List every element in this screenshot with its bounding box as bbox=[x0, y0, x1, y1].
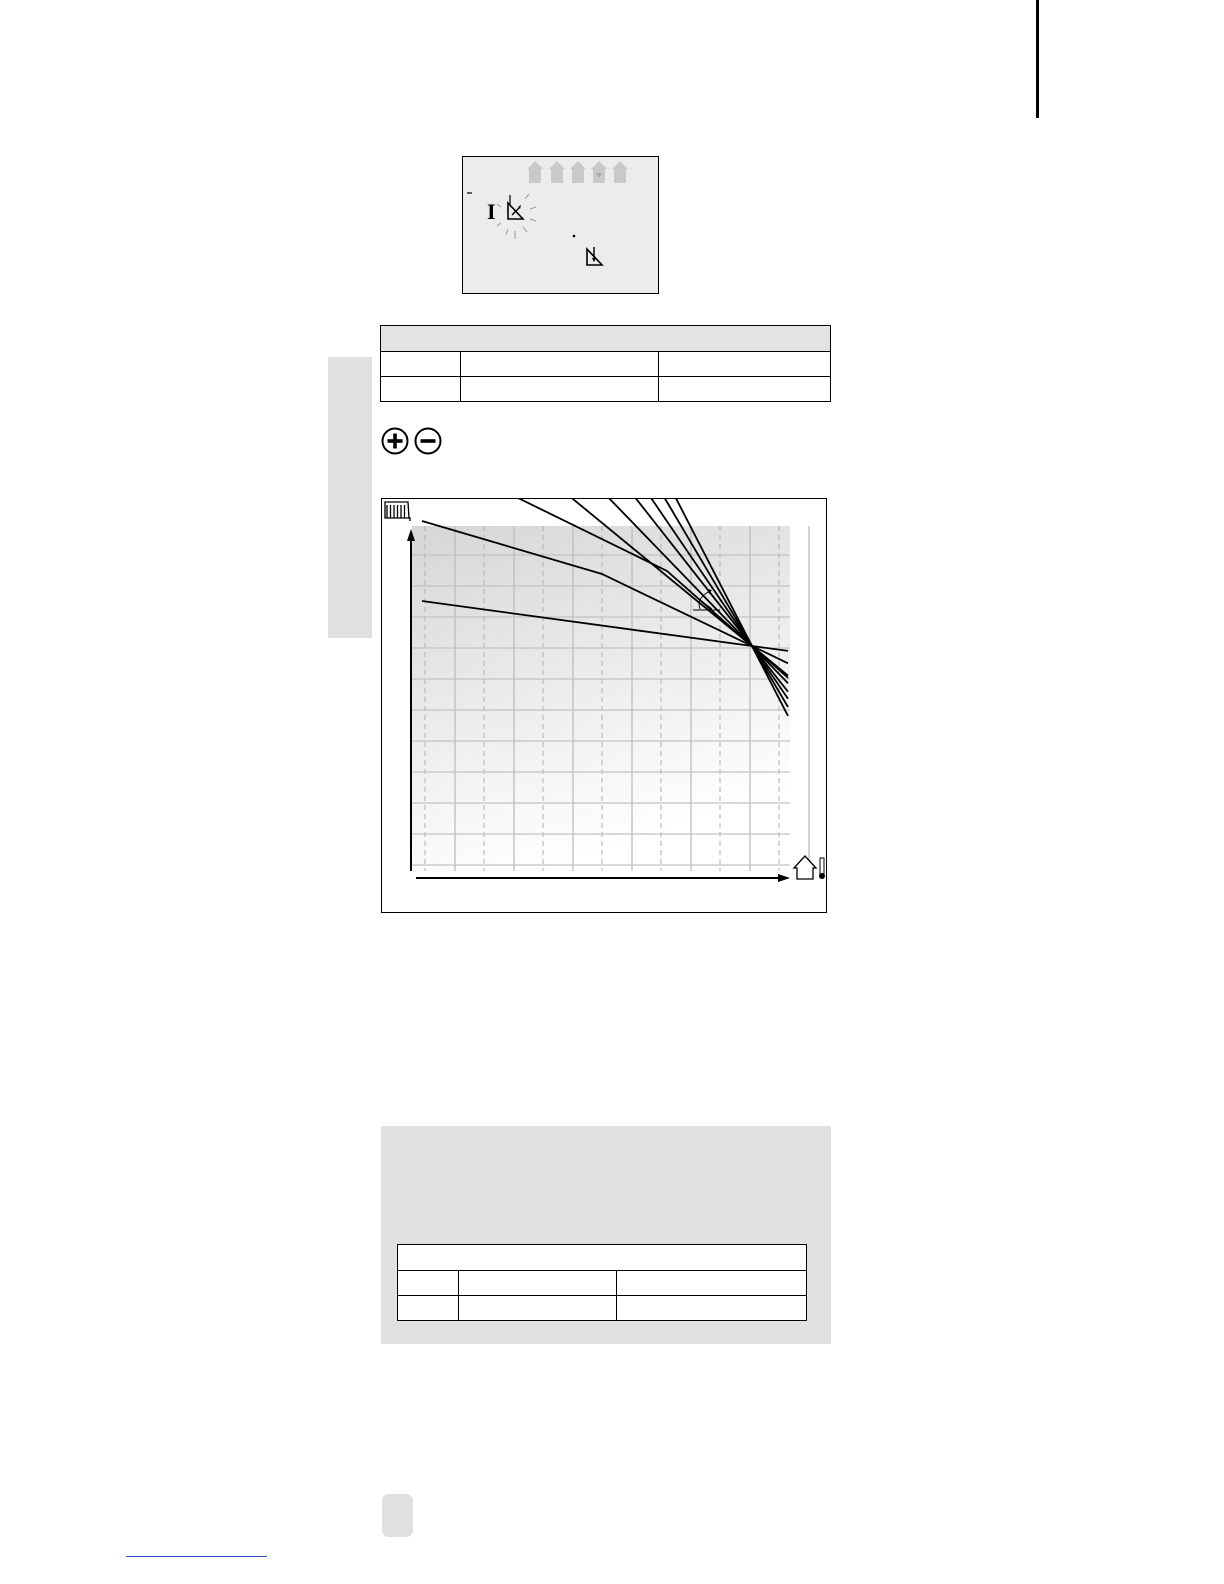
table-cell bbox=[398, 1271, 459, 1296]
table-cell bbox=[659, 352, 831, 377]
page-number-tab bbox=[382, 1494, 413, 1537]
x-axis bbox=[416, 874, 790, 882]
house-icon bbox=[570, 161, 586, 183]
table-row bbox=[381, 352, 831, 377]
table-cell bbox=[617, 1271, 807, 1296]
house-heart-icon bbox=[591, 161, 607, 183]
lcd-graphic bbox=[463, 157, 658, 293]
table-cell bbox=[617, 1296, 807, 1321]
slope-icon bbox=[587, 247, 602, 265]
table-cell bbox=[459, 1296, 617, 1321]
plus-minus-buttons bbox=[381, 427, 445, 462]
table-cell bbox=[381, 377, 461, 402]
table-row bbox=[398, 1296, 807, 1321]
house-icon bbox=[612, 161, 628, 183]
minus-circle-icon[interactable] bbox=[416, 429, 441, 454]
footer-link-underline[interactable] bbox=[126, 1556, 267, 1557]
chart-plot-background bbox=[412, 526, 790, 871]
table-cell bbox=[461, 377, 659, 402]
lcd-house-icons bbox=[527, 161, 628, 183]
table-header bbox=[381, 326, 831, 352]
chart-svg bbox=[382, 499, 826, 912]
plus-circle-icon[interactable] bbox=[383, 429, 408, 454]
house-icon bbox=[549, 161, 565, 183]
house-icon bbox=[527, 161, 543, 183]
lcd-display bbox=[462, 156, 659, 294]
settings-table bbox=[380, 325, 831, 402]
note-table bbox=[397, 1244, 807, 1321]
circuit-symbol: I bbox=[487, 199, 496, 224]
table-header bbox=[398, 1245, 807, 1271]
table-cell bbox=[459, 1271, 617, 1296]
lcd-dot bbox=[573, 235, 576, 238]
slope-icon bbox=[508, 195, 523, 219]
heating-curve-chart bbox=[381, 498, 827, 913]
top-rule bbox=[1036, 0, 1039, 118]
plus-minus-graphic bbox=[381, 427, 445, 457]
table-row bbox=[381, 377, 831, 402]
table-row bbox=[398, 1271, 807, 1296]
blink-rays bbox=[497, 194, 536, 239]
section-side-tab bbox=[328, 357, 372, 638]
radiator-icon bbox=[385, 502, 410, 521]
table-cell bbox=[398, 1296, 459, 1321]
table-cell bbox=[381, 352, 461, 377]
table-cell bbox=[461, 352, 659, 377]
table-cell bbox=[659, 377, 831, 402]
